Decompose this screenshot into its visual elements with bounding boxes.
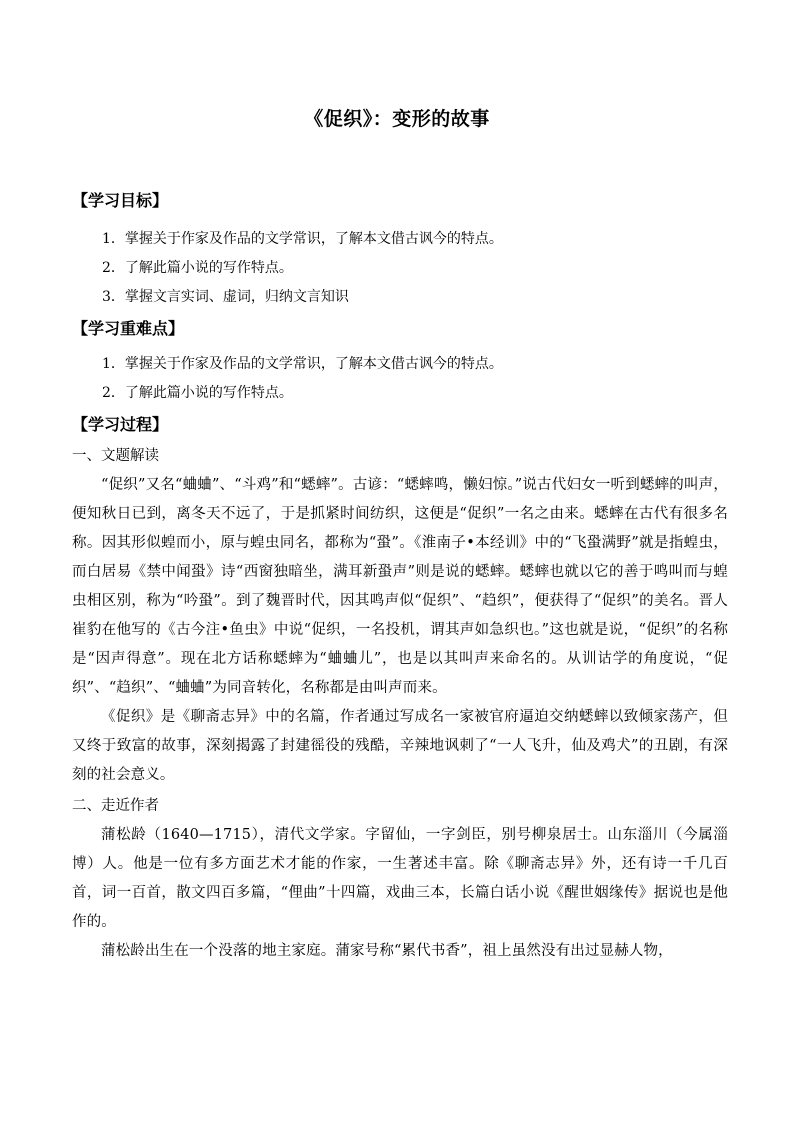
part2-paragraph: 蒲松龄出生在一个没落的地主家庭。蒲家号称“累代书香”，祖上虽然没有出过显赫人物， <box>101 943 673 959</box>
key-points-list <box>72 350 728 408</box>
key-point-item: 1．掌握关于作家及作品的文学常识，了解本文借古讽今的特点。 <box>102 356 503 372</box>
part2-heading: 二、走近作者 <box>72 798 159 814</box>
objective-item: 1．掌握关于作家及作品的文学常识，了解本文借古讽今的特点。 <box>102 231 503 247</box>
key-points-heading: 【学习重难点】 <box>72 319 185 338</box>
objectives-list <box>72 225 728 312</box>
objectives-heading: 【学习目标】 <box>72 191 169 210</box>
process-heading: 【学习过程】 <box>72 415 169 434</box>
part1-heading: 一、文题解读 <box>72 448 159 464</box>
key-point-item: 2．了解此篇小说的写作特点。 <box>102 385 293 401</box>
objective-item: 2．了解此篇小说的写作特点。 <box>102 260 293 276</box>
part1-paragraph: “促织”又名“蛐蛐”、“斗鸡”和“蟋蟀”。古谚：“蟋蟀鸣，懒妇惊。”说古代妇女一听到蟋蟀的叫声，便知秋日已到，离冬天不远了，于是抓紧时间纺织，这便是“促织”一名之由来。蟋蟀在古代有很多名称。因其形似蝗而小，原与蝗虫同名，都称为“蛩”。《淮南子•本经训》中的“飞蛩满野”就是指蝗虫，而白居易《禁中闻蛩》诗“西窗独暗坐，满耳新蛩声”则是说的蟋蟀。蟋蟀也就以它的善于鸣叫而与蝗虫相区别，称为“吟蛩”。到了魏晋时代，因其鸣声似“促织”、“趋织”，便获得了“促织”的美名。晋人崔豹在他写的《古今注•鱼虫》中说“促织，一名投机，谓其声如急织也。”这也就是说，“促织”的名称是“因声得意”。现在北方话称蟋蟀为“蛐蛐儿”，也是以其叫声来命名的。从训诂学的角度说，“促织”、“趋织”、“蛐蛐”为同音转化，名称都是由叫声而来。 <box>72 477 728 696</box>
objective-item: 3．掌握文言实词、虚词，归纳文言知识 <box>102 289 349 305</box>
document-body <box>72 186 728 966</box>
part2-paragraph: 蒲松龄（1640—1715），清代文学家。字留仙，一字剑臣，别号柳泉居士。山东淄川（今属淄博）人。他是一位有多方面艺术才能的作家，一生著述丰富。除《聊斋志异》外，还有诗一千几百首，词一百首，散文四百多篇，“俚曲”十四篇，戏曲三本，长篇白话小说《醒世姻缘传》据说也是他作的。 <box>72 827 728 930</box>
document-title: 《促织》：变形的故事 <box>304 108 490 130</box>
part1-paragraph: 《促织》是《聊斋志异》中的名篇，作者通过写成名一家被官府逼迫交纳蟋蟀以致倾家荡产，但又终于致富的故事，深刻揭露了封建徭役的残酷，辛辣地讽刺了“一人飞升，仙及鸡犬”的丑剧，有深刻的社会意义。 <box>72 709 728 783</box>
